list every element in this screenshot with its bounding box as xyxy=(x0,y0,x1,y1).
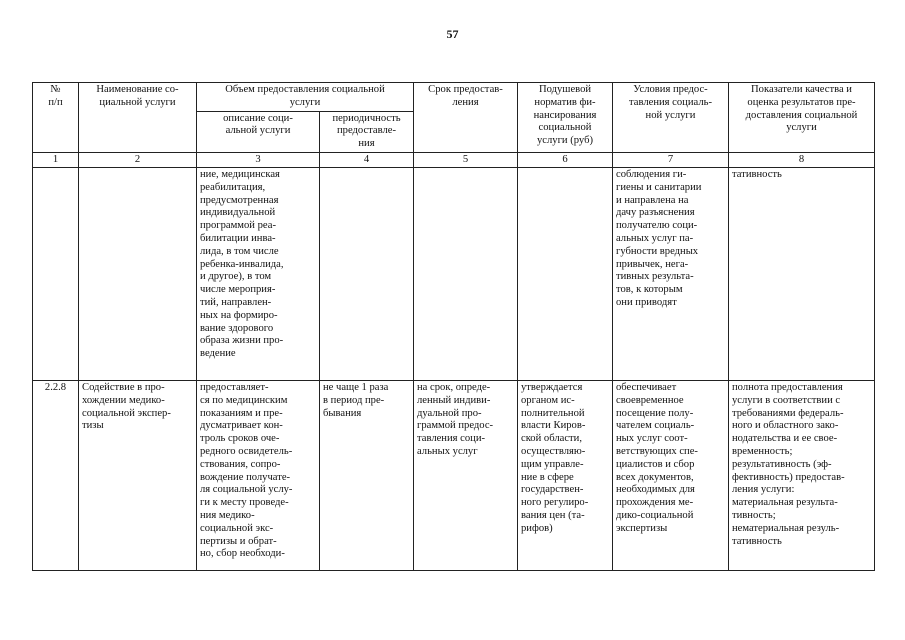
column-number-row xyxy=(33,152,875,167)
column-number: 4 xyxy=(320,152,414,167)
description-cell: ние, медицинская реабилитация, предусмотренная индивидуальной программой реа- билитации инва- лида, в том числе ребенка-инвалида, и другое), в том числе мероприя- тий, направлен- ных на формиро- вание здорового образа жизни про- ведение xyxy=(197,167,320,380)
table-row xyxy=(33,380,875,570)
term-cell xyxy=(414,167,518,380)
header-volume-description: описание соци- альной услуги xyxy=(197,111,320,152)
service-name-cell xyxy=(79,167,197,380)
column-number: 8 xyxy=(729,152,875,167)
header-volume: Объем предоставления социальной услуги xyxy=(197,83,414,112)
header-norm: Подушевой норматив фи- нансирования социальной услуги (руб) xyxy=(518,83,613,153)
header-quality: Показатели качества и оценка результатов пре- доставления социальной услуги xyxy=(729,83,875,153)
header-service-name: Наименование со- циальной услуги xyxy=(79,83,197,153)
norm-cell xyxy=(518,167,613,380)
column-number: 2 xyxy=(79,152,197,167)
services-table xyxy=(32,82,875,571)
column-number: 3 xyxy=(197,152,320,167)
header-term: Срок предостав- ления xyxy=(414,83,518,153)
norm-cell: утверждается органом ис- полнительной власти Киров- ской области, осуществляю- щим управле- ние в сфере государствен- ного регулиро- вания цен (та- рифов) xyxy=(518,380,613,570)
quality-cell: полнота предоставления услуги в соответствии с требованиями федераль- ного и областного зако- нодательства и ее свое- временность; результативность (эф- фективность) предостав- ления услуги: материальная результа- тивность; нематериальная резуль- тативность xyxy=(729,380,875,570)
header-conditions: Условия предос- тавления социаль- ной услуги xyxy=(613,83,729,153)
page-number: 57 xyxy=(446,27,459,41)
row-num-cell xyxy=(33,167,79,380)
periodicity-cell: не чаще 1 раза в период пре- бывания xyxy=(320,380,414,570)
column-number: 5 xyxy=(414,152,518,167)
row-num-cell: 2.2.8 xyxy=(33,380,79,570)
description-cell: предоставляет- ся по медицинским показаниям и пре- дусматривает кон- троль сроков оче- редного освидетель- ствования, сопро- вождение получате- ля социальной услу- ги к месту проведе- ния медико- социальной экс- пертизы и обрат- но, сбор необходи- xyxy=(197,380,320,570)
service-name-cell: Содействие в про- хождении медико- социальной экспер- тизы xyxy=(79,380,197,570)
quality-cell: тативность xyxy=(729,167,875,380)
header-volume-periodicity: периодичность предоставле- ния xyxy=(320,111,414,152)
column-number: 1 xyxy=(33,152,79,167)
table-row xyxy=(33,167,875,380)
conditions-cell: обеспечивает своевременное посещение полу- чателем социаль- ных услуг соот- ветствующих спе- циалистов и сбор всех документов, необходимых для прохождения ме- дико-социальной экспертизы xyxy=(613,380,729,570)
column-number: 7 xyxy=(613,152,729,167)
conditions-cell: соблюдения ги- гиены и санитарии и направлена на дачу разъяснения получателю соци- альных услуг па- губности вредных привычек, нега- тивных результа- тов, к которым они приводят xyxy=(613,167,729,380)
column-number: 6 xyxy=(518,152,613,167)
periodicity-cell xyxy=(320,167,414,380)
header-num: № п/п xyxy=(33,83,79,153)
term-cell: на срок, опреде- ленный индиви- дуальной про- граммой предос- тавления соци- альных услуг xyxy=(414,380,518,570)
